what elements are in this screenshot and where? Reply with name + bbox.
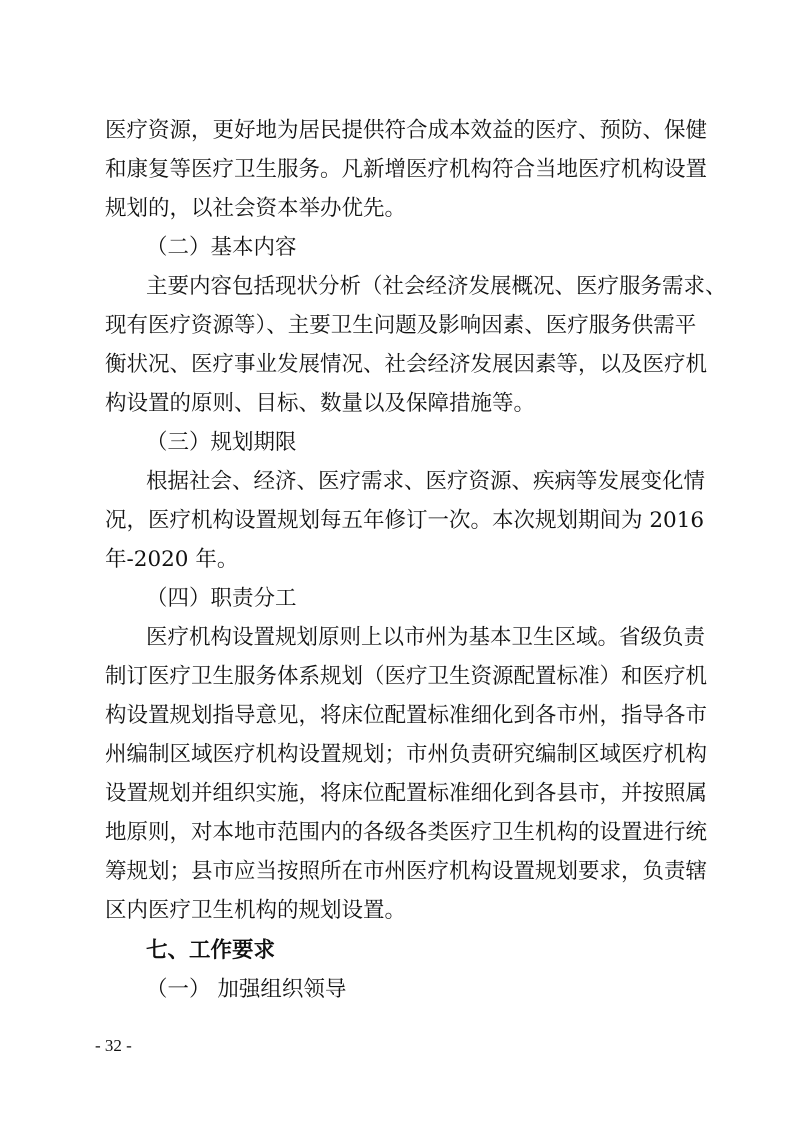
paragraph-line: 和康复等医疗卫生服务。凡新增医疗机构符合当地医疗机构设置 <box>105 157 708 182</box>
paragraph-line: 区内医疗卫生机构的规划设置。 <box>105 898 407 923</box>
subheading-organization-leadership: （一） 加强组织领导 <box>146 977 347 1002</box>
paragraph-line: 医疗资源，更好地为居民提供符合成本效益的医疗、预防、保健 <box>105 118 708 143</box>
paragraph-line: 构设置规划指导意见，将床位配置标准细化到各市州，指导各市 <box>105 703 708 728</box>
paragraph-line: 现有医疗资源等）、主要卫生问题及影响因素、医疗服务供需平 <box>105 313 697 338</box>
paragraph-line: 地原则，对本地市范围内的各级各类医疗卫生机构的设置进行统 <box>105 820 708 845</box>
paragraph-line: 规划的，以社会资本举办优先。 <box>105 196 407 221</box>
paragraph-line: 构设置的原则、目标、数量以及保障措施等。 <box>105 391 536 416</box>
paragraph-line: 筹规划；县市应当按照所在市州医疗机构设置规划要求，负责辖 <box>105 859 708 884</box>
subheading-responsibilities: （四）职责分工 <box>146 586 297 611</box>
paragraph-line: 制订医疗卫生服务体系规划（医疗卫生资源配置标准）和医疗机 <box>105 664 708 689</box>
paragraph-line: 设置规划并组织实施，将床位配置标准细化到各县市，并按照属 <box>105 781 708 806</box>
subheading-planning-period: （三）规划期限 <box>146 430 297 455</box>
subheading-basic-content: （二）基本内容 <box>146 235 297 260</box>
paragraph-line: 根据社会、经济、医疗需求、医疗资源、疾病等发展变化情 <box>146 469 706 494</box>
paragraph-line: 州编制区域医疗机构设置规划；市州负责研究编制区域医疗机构 <box>105 742 708 767</box>
section-heading-work-requirements: 七、工作要求 <box>146 938 276 963</box>
paragraph-line: 衡状况、医疗事业发展情况、社会经济发展因素等，以及医疗机 <box>105 352 708 377</box>
paragraph-line: 况，医疗机构设置规划每五年修订一次。本次规划期间为 2016 <box>105 508 705 533</box>
paragraph-line: 年-2020 年。 <box>105 547 239 572</box>
paragraph-line: 主要内容包括现状分析（社会经济发展概况、医疗服务需求、 <box>146 274 727 299</box>
paragraph-line: 医疗机构设置规划原则上以市州为基本卫生区域。省级负责 <box>146 625 706 650</box>
page-number: - 32 - <box>95 1036 132 1055</box>
